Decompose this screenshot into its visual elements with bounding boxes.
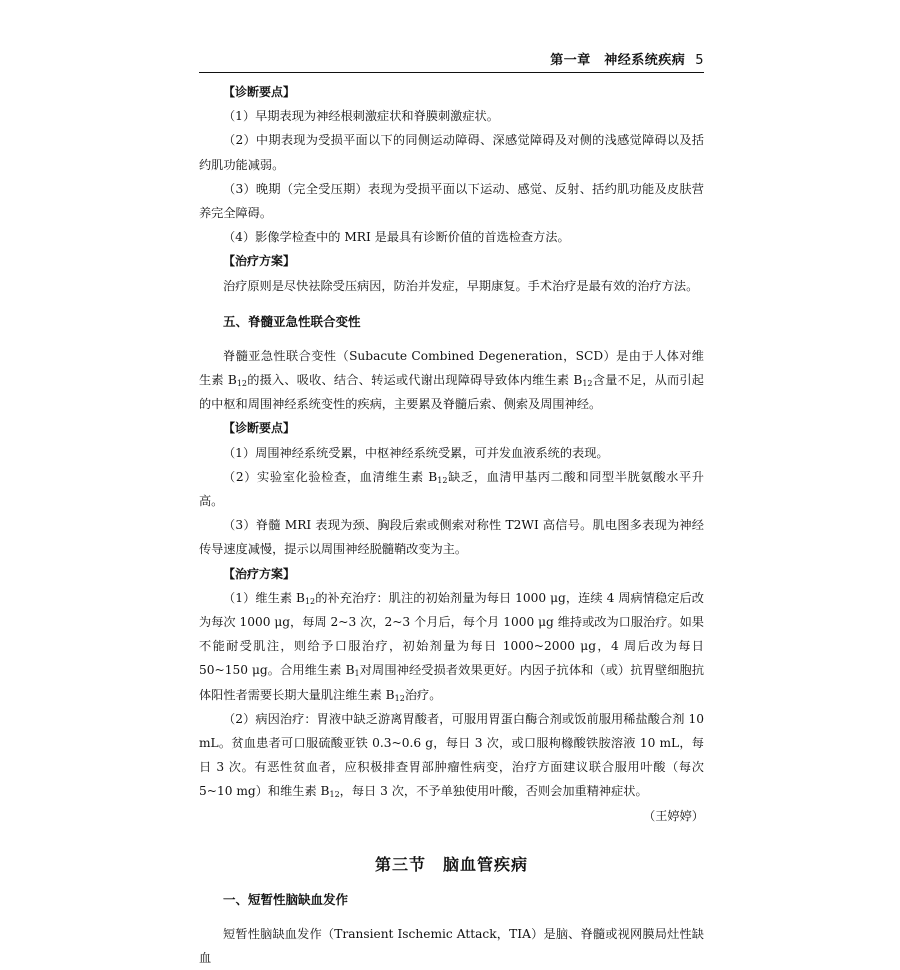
paragraph: （2）实验室化验检查，血清维生素 $B_{12}$缺乏，血清甲基丙二酸和同型半胱氨酸水平升高。 <box>199 469 704 509</box>
chapter-section-title: 第三节 脑血管疾病 <box>374 854 528 874</box>
paragraph: 短暂性脑缺血发作（Transient Ischemic Attack，TIA）是脑、脊髓或视网膜局灶性缺血 <box>199 926 704 966</box>
paragraph: 治疗原则是尽快祛除受压病因，防治并发症，早期康复。手术治疗是最有效的治疗方法。 <box>223 278 699 293</box>
paragraph: 脊髓亚急性联合变性（Subacute Combined Degeneration，SCD）是由于人体对维生素 $B_{12}$的摄入、吸收、结合、转运或代谢出现障碍导致体内维生素 $B_{12}$含量不足，从而引起的中枢和周围神经系统变性的疾病，主要累及脊髓后索、侧索及周围神经。 <box>199 348 704 412</box>
paragraph: （2）中期表现为受损平面以下的同侧运动障碍、深感觉障碍及对侧的浅感觉障碍以及括约肌功能减弱。 <box>199 133 704 172</box>
treatment-tag: 【治疗方案】 <box>223 254 296 269</box>
section-heading: 一、短暂性脑缺血发作 <box>223 891 349 907</box>
chapter-title: 第一章 神经系统疾病 <box>550 53 686 68</box>
page-body <box>199 80 704 970</box>
paragraph: （1）周围神经系统受累，中枢神经系统受累，可并发血液系统的表现。 <box>223 445 609 460</box>
author-credit: （王婷婷） <box>643 808 704 823</box>
paragraph: （4）影像学检查中的 MRI 是最具有诊断价值的首选检查方法。 <box>223 230 570 245</box>
treatment-tag: 【治疗方案】 <box>223 566 296 581</box>
page-number: 5 <box>695 53 704 68</box>
diagnosis-tag: 【诊断要点】 <box>223 85 296 99</box>
section-heading: 五、脊髓亚急性联合变性 <box>223 313 361 329</box>
diagnosis-tag: 【诊断要点】 <box>223 421 296 436</box>
running-header <box>550 49 704 68</box>
paragraph: （3）脊髓 MRI 表现为颈、胸段后索或侧索对称性 T2WI 高信号。肌电图多表现为神经传导速度减慢，提示以周围神经脱髓鞘改变为主。 <box>199 518 704 557</box>
paragraph: （1）维生素 $B_{12}$的补充治疗：肌注的初始剂量为每日 1000 μg，连续 4 周病情稳定后改为每次 1000 μg，每周 2~3 次，2~3 个月后，每个月 1000 μg 维持或改为口服治疗。如果不能耐受肌注，则给予口服治疗，初始剂量为每日 1000~2000 μg，4 周后改为每日 50~150 μg。合用维生素 $B_1$对周围神经受损者效果更好。内因子抗体和（或）抗胃壁细胞抗体阳性者需要长期大量肌注维生素 $B_{12}$治疗。 <box>199 590 705 703</box>
paragraph: （3）晚期（完全受压期）表现为受损平面以下运动、感觉、反射、括约肌功能及皮肤营养完全障碍。 <box>199 181 704 221</box>
page-header <box>199 50 704 73</box>
paragraph: （2）病因治疗：胃液中缺乏游离胃酸者，可服用胃蛋白酶合剂或饭前服用稀盐酸合剂 10 mL。贫血患者可口服硫酸亚铁 0.3~0.6 g，每日 3 次，或口服枸橼酸铁胺溶液 10 mL，每日 3 次。有恶性贫血者，应积极排查胃部肿瘤性病变，治疗方面建议联合服用叶酸（每次 5~10 mg）和维生素 $B_{12}$，每日 3 次，不予单独使用叶酸，否则会加重精神症状。 <box>199 711 704 800</box>
paragraph: （1）早期表现为神经根刺激症状和脊膜刺激症状。 <box>223 109 499 124</box>
